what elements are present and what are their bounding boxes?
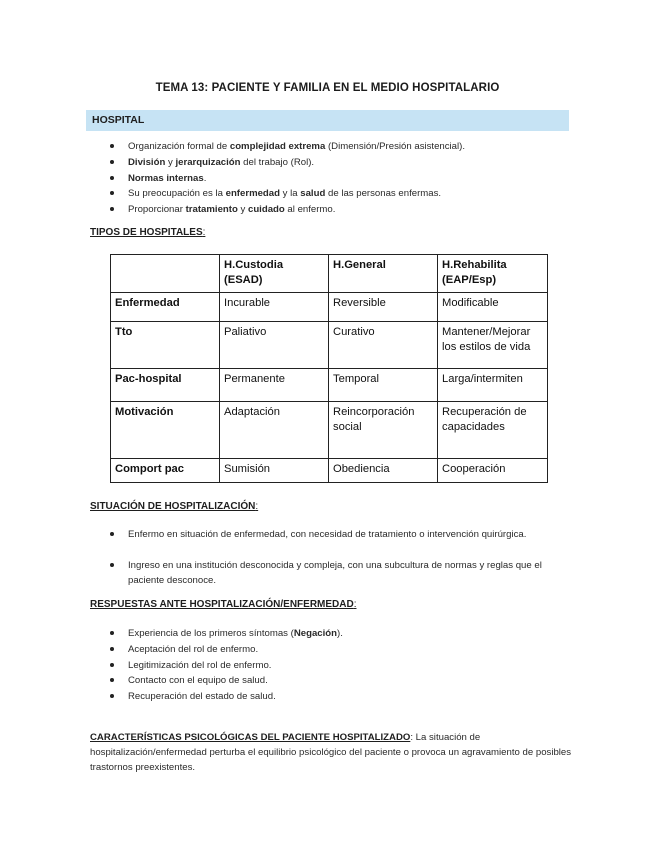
hospital-list	[110, 139, 465, 218]
row-label: Comport pac	[111, 459, 220, 483]
table-cell: Temporal	[329, 369, 438, 402]
list-item: Proporcionar tratamiento y cuidado al enfermo.	[110, 202, 465, 218]
caracteristicas-heading: CARACTERÍSTICAS PSICOLÓGICAS DEL PACIENTE HOSPITALIZADO	[90, 732, 411, 743]
table-cell: Incurable	[220, 293, 329, 322]
list-item: Normas internas.	[110, 171, 465, 187]
list-item: Enfermo en situación de enfermedad, con necesidad de tratamiento o intervención quirúrgica.	[110, 527, 570, 542]
row-label: Motivación	[111, 402, 220, 459]
table-row	[111, 459, 548, 483]
table-header-cell: H.General	[329, 255, 438, 293]
list-item: División y jerarquización del trabajo (Rol).	[110, 155, 465, 171]
list-item: Ingreso en una institución desconocida y compleja, con una subcultura de normas y reglas que el paciente desconoce.	[110, 558, 570, 588]
list-item: Aceptación del rol de enfermo.	[110, 642, 343, 658]
list-item: Contacto con el equipo de salud.	[110, 673, 343, 689]
table-header-cell	[111, 255, 220, 293]
table-cell: Modificable	[438, 293, 548, 322]
table-header-cell: H.Rehabilita (EAP/Esp)	[438, 255, 548, 293]
list-item: Legitimización del rol de enfermo.	[110, 658, 343, 674]
tipos-heading: TIPOS DE HOSPITALES:	[90, 227, 206, 238]
list-item: Recuperación del estado de salud.	[110, 689, 343, 705]
table-cell: Reversible	[329, 293, 438, 322]
list-item: Su preocupación es la enfermedad y la salud de las personas enfermas.	[110, 186, 465, 202]
table-header-row	[111, 255, 548, 293]
table-cell: Recuperación de capacidades	[438, 402, 548, 459]
table-cell: Mantener/Mejorar los estilos de vida	[438, 322, 548, 369]
table-cell: Cooperación	[438, 459, 548, 483]
respuestas-list	[110, 626, 343, 705]
row-label: Tto	[111, 322, 220, 369]
list-item: Experiencia de los primeros síntomas (Negación).	[110, 626, 343, 642]
table-cell: Obediencia	[329, 459, 438, 483]
table-cell: Sumisión	[220, 459, 329, 483]
hospital-heading: HOSPITAL	[92, 114, 145, 126]
list-item: Organización formal de complejidad extrema (Dimensión/Presión asistencial).	[110, 139, 465, 155]
table-cell: Reincorporación social	[329, 402, 438, 459]
page-title: TEMA 13: PACIENTE Y FAMILIA EN EL MEDIO HOSPITALARIO	[155, 82, 500, 94]
table-cell: Adaptación	[220, 402, 329, 459]
table-row	[111, 369, 548, 402]
table-row	[111, 402, 548, 459]
table-cell: Curativo	[329, 322, 438, 369]
row-label: Enfermedad	[111, 293, 220, 322]
table-cell: Paliativo	[220, 322, 329, 369]
table-cell: Permanente	[220, 369, 329, 402]
table-row	[111, 293, 548, 322]
table-row	[111, 322, 548, 369]
hospital-section-banner	[86, 110, 569, 131]
caracteristicas-paragraph: CARACTERÍSTICAS PSICOLÓGICAS DEL PACIENTE HOSPITALIZADO: La situación de hospitalización/enfermedad perturba el equilibrio psicológico del paciente o provoca un agravamiento de posibles trastornos preexistentes.	[90, 732, 572, 773]
situacion-list	[110, 527, 570, 588]
respuestas-heading: RESPUESTAS ANTE HOSPITALIZACIÓN/ENFERMEDAD:	[90, 599, 357, 610]
table-header-cell: H.Custodia (ESAD)	[220, 255, 329, 293]
situacion-heading: SITUACIÓN DE HOSPITALIZACIÓN:	[90, 501, 259, 512]
row-label: Pac-hospital	[111, 369, 220, 402]
hospital-types-table	[110, 254, 548, 483]
table-cell: Larga/intermiten	[438, 369, 548, 402]
